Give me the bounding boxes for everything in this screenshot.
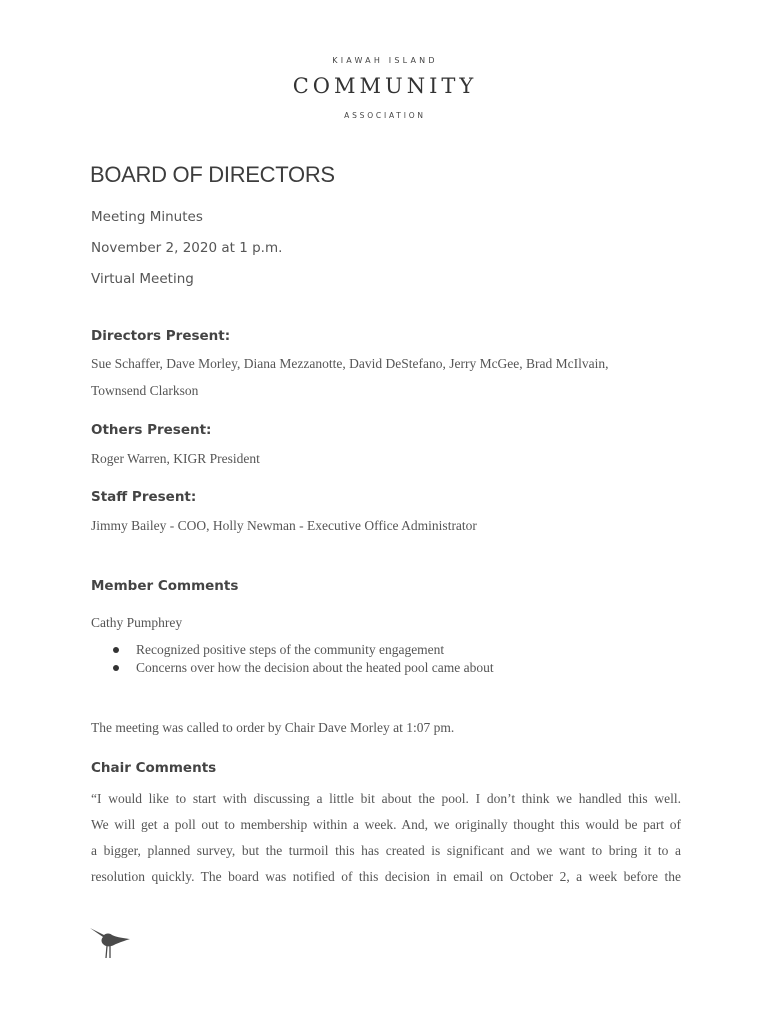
staff-heading: Staff Present: <box>91 489 197 505</box>
directors-list-line1: Sue Schaffer, Dave Morley, Diana Mezzanotte, David DeStefano, Jerry McGee, Brad McIlvain, <box>91 356 609 371</box>
meeting-location: Virtual Meeting <box>91 271 194 287</box>
list-item <box>113 659 494 677</box>
member-comment-list <box>113 641 494 677</box>
member-comments-heading: Member Comments <box>91 578 239 594</box>
bird-logo-icon <box>88 922 134 962</box>
document-title: BOARD OF DIRECTORS <box>90 162 335 187</box>
staff-list: Jimmy Bailey - COO, Holly Newman - Executive Office Administrator <box>91 518 477 533</box>
bullet-icon <box>113 647 119 653</box>
logo-top-text: KIAWAH ISLAND <box>332 56 438 65</box>
chair-comments-paragraph <box>91 786 681 890</box>
list-item-text: Recognized positive steps of the community engagement <box>136 642 445 657</box>
chair-comments-heading: Chair Comments <box>91 760 217 776</box>
call-to-order: The meeting was called to order by Chair Dave Morley at 1:07 pm. <box>91 720 455 735</box>
list-item-text: Concerns over how the decision about the heated pool came about <box>136 660 494 675</box>
meeting-type: Meeting Minutes <box>91 209 203 225</box>
paragraph-line: We will get a poll out to membership within a week. And, we originally thought this would be part of <box>91 817 681 832</box>
bullet-icon <box>113 665 119 671</box>
logo-bottom-text: ASSOCIATION <box>344 111 426 120</box>
meeting-date: November 2, 2020 at 1 p.m. <box>91 240 283 256</box>
paragraph-line: a bigger, planned survey, but the turmoil this has created is significant and we want to bring it to a <box>91 843 681 858</box>
list-item <box>113 641 494 659</box>
directors-heading: Directors Present: <box>91 328 231 344</box>
paragraph-line: “I would like to start with discussing a little bit about the pool. I don’t think we handled this well. <box>91 791 681 806</box>
directors-list-line2: Townsend Clarkson <box>91 383 199 398</box>
others-heading: Others Present: <box>91 422 212 438</box>
paragraph-line: resolution quickly. The board was notified of this decision in email on October 2, a week before the <box>91 869 681 884</box>
member-speaker: Cathy Pumphrey <box>91 615 183 630</box>
others-list: Roger Warren, KIGR President <box>91 451 260 466</box>
logo-main-text: COMMUNITY <box>292 74 478 98</box>
